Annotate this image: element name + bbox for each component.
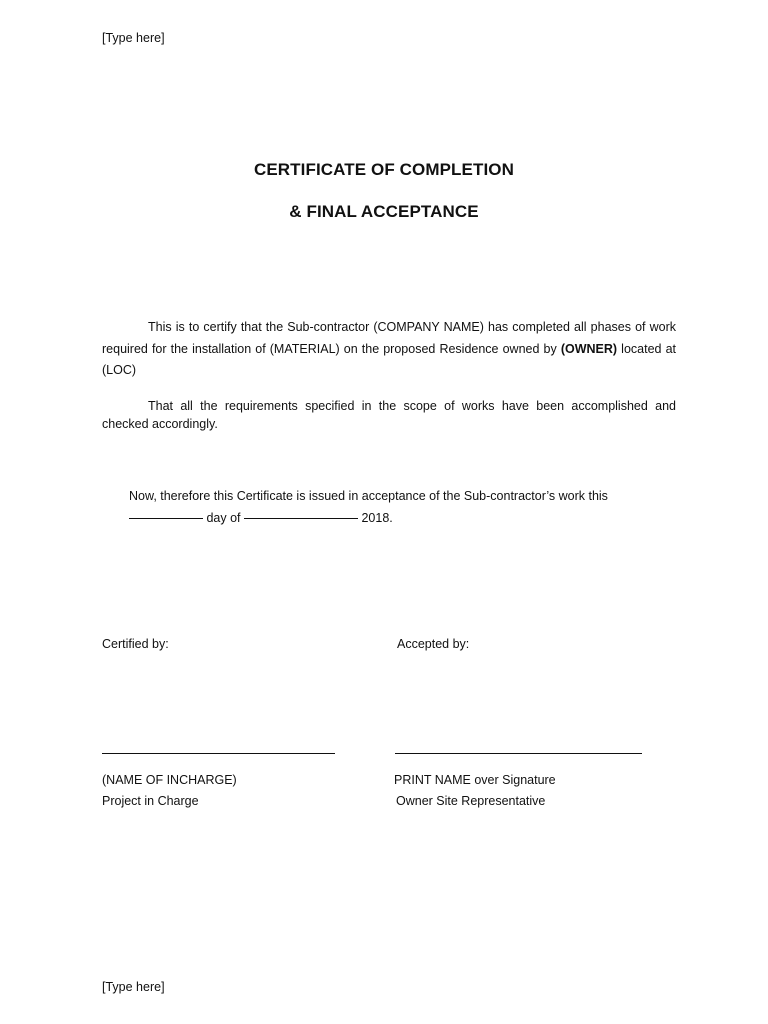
certificate-subtitle: & FINAL ACCEPTANCE [289,202,479,221]
certifier-signature-line [102,753,335,754]
accepted-by-label: Accepted by: [397,637,470,651]
certificate-title: CERTIFICATE OF COMPLETION [253,160,514,179]
acceptor-role: Owner Site Representative [396,794,546,808]
day-blank [129,518,203,519]
certification-text-part1: This is to certify that the Sub-contractor (COMPANY NAME) has completed all phases of work required for the installation of (MATERIAL) on the proposed Residence owned by [102,320,676,356]
certification-paragraph [102,317,676,382]
requirements-paragraph: That all the requirements specified in the scope of works have been accomplished and checked accordingly. [102,399,676,431]
day-of-text: day of [203,511,244,525]
owner-placeholder: (OWNER) [560,341,618,356]
certifier-name: (NAME OF INCHARGE) [102,773,237,787]
acceptance-text: Now, therefore this Certificate is issued in acceptance of the Sub-contractor’s work this [129,489,608,503]
acceptance-paragraph [129,485,669,529]
acceptor-signature-line [395,753,642,754]
year-text: 2018. [358,511,393,525]
certifier-role: Project in Charge [102,794,199,808]
location-text: located at (LOC) [102,341,676,377]
certified-by-label: Certified by: [102,637,169,651]
footer-placeholder: [Type here] [102,980,165,994]
acceptor-name: PRINT NAME over Signature [394,773,556,787]
header-placeholder: [Type here] [102,31,165,45]
month-blank [244,518,358,519]
